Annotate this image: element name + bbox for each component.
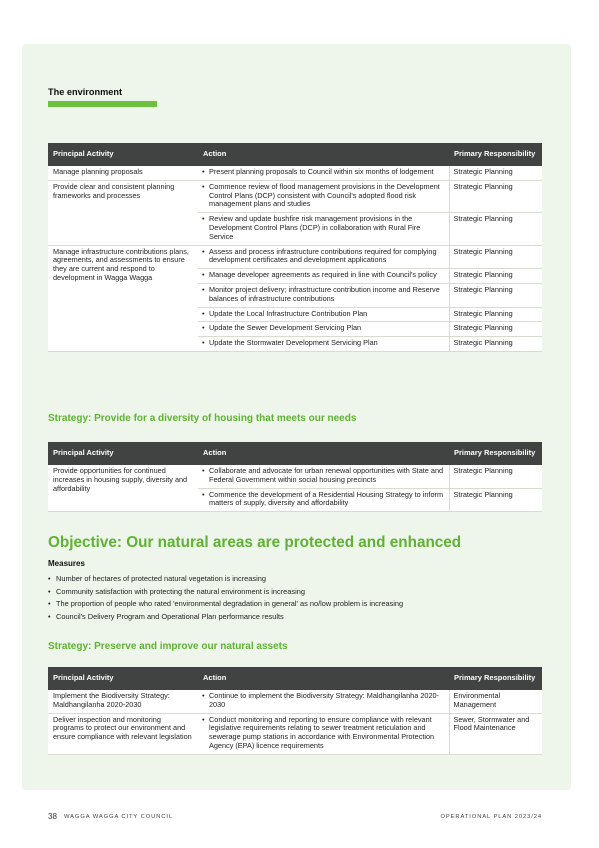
action-cell (198, 166, 449, 180)
table-header-row (48, 667, 542, 690)
action-cell (198, 213, 449, 245)
action-cell (198, 322, 449, 337)
table-header-row (48, 442, 542, 465)
responsibility-cell: Environmental Management (449, 690, 542, 713)
bullet-icon: • (202, 308, 205, 318)
footer-organisation: WAGGA WAGGA CITY COUNCIL (64, 814, 173, 820)
strategy-natural-assets-heading: Strategy: Preserve and improve our natural assets (48, 641, 288, 652)
table-row (48, 180, 542, 212)
header-primary-responsibility: Primary Responsibility (449, 442, 542, 465)
action-text: Assess and process infrastructure contributions required for complying development certificates and development applications (209, 246, 437, 265)
action-cell (198, 337, 449, 352)
bullet-icon: • (202, 214, 205, 224)
bullet-icon: • (202, 323, 205, 333)
bullet-icon: • (202, 270, 205, 280)
responsibility-cell: Strategic Planning (449, 307, 542, 322)
table-row (48, 166, 542, 180)
bullet-icon: • (202, 714, 205, 724)
action-text: Review and update bushfire risk management provisions in the Development Control Plans (DCP) in collaboration with Rural Fire Service (209, 214, 421, 241)
table-row (48, 245, 542, 269)
bullet-icon: • (202, 181, 205, 191)
section-title: The environment (48, 87, 123, 97)
table-row (48, 713, 542, 754)
action-text: Update the Local Infrastructure Contribution Plan (209, 308, 368, 318)
header-action: Action (198, 442, 449, 465)
action-text: Conduct monitoring and reporting to ensure compliance with relevant legislative requirements relating to sewer treatment reticulation and sewerage pump stations in accordance with Environmental Protection Agency (EPA) licence requirements (209, 714, 435, 750)
responsibility-cell: Strategic Planning (449, 337, 542, 352)
activities-table-natural-assets (48, 667, 542, 755)
heading-accent-bar (48, 101, 157, 107)
list-item: • Council's Delivery Program and Operational Plan performance results (48, 612, 284, 622)
header-primary-responsibility: Primary Responsibility (449, 667, 542, 690)
action-cell (198, 713, 449, 754)
bullet-icon: • (202, 466, 205, 475)
principal-activity-cell: Deliver inspection and monitoring programs to protect our environment and ensure compliance with relevant legislation (48, 713, 198, 754)
bullet-icon: • (202, 691, 205, 700)
action-cell (198, 180, 449, 212)
table-header-row (48, 143, 542, 166)
page-number: 38 (48, 812, 57, 821)
measures-title: Measures (48, 559, 85, 568)
action-text: Update the Stormwater Development Servicing Plan (209, 338, 378, 348)
responsibility-cell: Sewer, Stormwater and Flood Maintenance (449, 713, 542, 754)
responsibility-cell: Strategic Planning (449, 322, 542, 337)
responsibility-cell: Strategic Planning (449, 283, 542, 307)
responsibility-cell: Strategic Planning (449, 465, 542, 488)
bullet-icon: • (202, 167, 205, 176)
bullet-icon: • (202, 489, 205, 499)
action-text: Continue to implement the Biodiversity Strategy: Maldhangilanha 2020-2030 (209, 691, 439, 709)
bullet-icon: • (202, 338, 205, 348)
activities-table-housing (48, 442, 542, 512)
principal-activity-cell: Provide clear and consistent planning frameworks and processes (48, 180, 198, 245)
action-text: Commence review of flood management provisions in the Development Control Plans (DCP) consistent with Council's adopted flood risk management plans and studies (209, 181, 440, 209)
action-text: Collaborate and advocate for urban renewal opportunities with State and Federal Government within social housing precincts (209, 466, 444, 484)
list-item: • Community satisfaction with protecting the natural environment is increasing (48, 586, 305, 596)
strategy-housing-heading: Strategy: Provide for a diversity of housing that meets our needs (48, 413, 357, 424)
action-cell (198, 307, 449, 322)
action-text: Commence the development of a Residential Housing Strategy to inform matters of supply, diversity and affordability (209, 489, 444, 508)
action-cell (198, 465, 449, 488)
action-text: Update the Sewer Development Servicing Plan (209, 323, 362, 333)
principal-activity-cell: Manage planning proposals (48, 166, 198, 180)
action-cell (198, 488, 449, 512)
action-cell (198, 245, 449, 269)
responsibility-cell: Strategic Planning (449, 245, 542, 269)
action-cell (198, 283, 449, 307)
header-principal-activity: Principal Activity (48, 442, 198, 465)
bullet-icon: • (202, 246, 205, 256)
table-row (48, 465, 542, 488)
responsibility-cell: Strategic Planning (449, 488, 542, 512)
action-text: Monitor project delivery; infrastructure contribution income and Reserve balances of infrastructure contributions (209, 284, 440, 303)
responsibility-cell: Strategic Planning (449, 166, 542, 180)
action-text: Manage developer agreements as required in line with Council's policy (209, 270, 437, 280)
list-item: • Number of hectares of protected natural vegetation is increasing (48, 574, 266, 583)
table-row (48, 690, 542, 713)
principal-activity-cell: Provide opportunities for continued increases in housing supply, diversity and affordability (48, 465, 198, 512)
responsibility-cell: Strategic Planning (449, 213, 542, 245)
header-principal-activity: Principal Activity (48, 143, 198, 166)
footer-document-title: OPERATIONAL PLAN 2023/24 (440, 814, 542, 820)
responsibility-cell: Strategic Planning (449, 180, 542, 212)
activities-table-environment (48, 143, 542, 352)
principal-activity-cell: Implement the Biodiversity Strategy: Maldhangilanha 2020-2030 (48, 690, 198, 713)
header-action: Action (198, 667, 449, 690)
objective-heading: Objective: Our natural areas are protected and enhanced (48, 534, 462, 551)
header-principal-activity: Principal Activity (48, 667, 198, 690)
header-primary-responsibility: Primary Responsibility (449, 143, 542, 166)
action-text: Present planning proposals to Council within six months of lodgement (209, 167, 434, 176)
bullet-icon: • (202, 284, 205, 294)
responsibility-cell: Strategic Planning (449, 269, 542, 284)
list-item: • The proportion of people who rated 'environmental degradation in general' as no/low problem is increasing (48, 599, 404, 609)
header-action: Action (198, 143, 449, 166)
principal-activity-cell: Manage infrastructure contributions plans, agreements, and assessments to ensure they are current and respond to development in Wagga Wagga (48, 245, 198, 351)
action-cell (198, 269, 449, 284)
action-cell (198, 690, 449, 713)
measures-list (48, 573, 403, 624)
